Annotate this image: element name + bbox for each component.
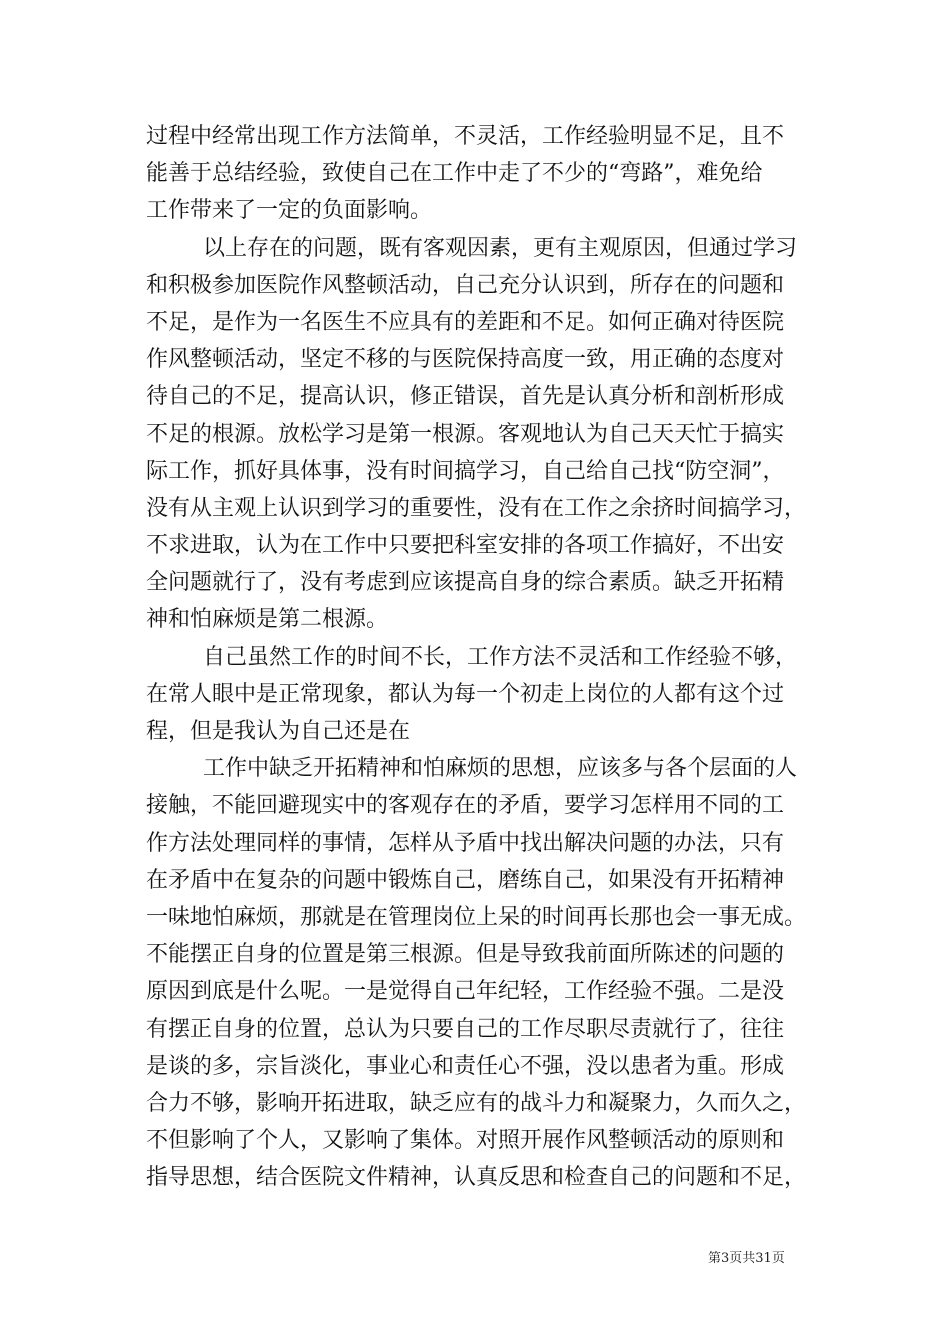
text-line: 不求进取，认为在工作中只要把科室安排的各项工作搞好，不出安 — [146, 533, 785, 559]
text-line: 作方法处理同样的事情，怎样从予盾中找出解决问题的办法，只有 — [146, 830, 785, 856]
text-line: 自己虽然工作的时间不长，工作方法不灵活和工作经验不够， — [203, 644, 798, 670]
text-line: 在矛盾中在复杂的问题中锻炼自己，磨练自己，如果没有开拓精神 — [146, 867, 785, 893]
text-line: 不足的根源。放松学习是第一根源。客观地认为自己天天忙于搞实 — [146, 421, 785, 447]
body-text — [146, 118, 822, 1196]
text-line: 指导思想，结合医院文件精神，认真反思和检查自己的问题和不足， — [146, 1165, 807, 1191]
text-line: 没有从主观上认识到学习的重要性，没有在工作之余挤时间搞学习， — [146, 495, 807, 521]
text-line: 是谈的多，宗旨淡化，事业心和责任心不强，没以患者为重。形成 — [146, 1053, 785, 1079]
page-number-footer: 第3页共31页 — [708, 1251, 785, 1266]
text-line: 工作中缺乏开拓精神和怕麻烦的思想，应该多与各个层面的人 — [203, 756, 798, 782]
text-line: 神和怕麻烦是第二根源。 — [146, 607, 389, 633]
text-line: 不但影响了个人，又影响了集体。对照开展作风整顿活动的原则和 — [146, 1128, 785, 1154]
text-line: 工作带来了一定的负面影响。 — [146, 198, 433, 224]
text-line: 际工作，抓好具体事，没有时间搞学习，自己给自己找“防空洞”， — [146, 458, 785, 484]
text-line: 程，但是我认为自己还是在 — [146, 719, 411, 744]
text-line: 一味地怕麻烦，那就是在管理岗位上呆的时间再长那也会一事无成。 — [146, 904, 807, 930]
text-line: 待自己的不足，提高认识，修正错误，首先是认真分析和剖析形成 — [146, 384, 785, 410]
text-line: 过程中经常出现工作方法简单，不灵活，工作经验明显不足，且不 — [146, 124, 785, 149]
text-line: 以上存在的问题，既有客观因素，更有主观原因，但通过学习 — [203, 235, 798, 261]
text-line: 在常人眼中是正常现象，都认为每一个初走上岗位的人都有这个过 — [146, 681, 785, 707]
text-line: 不足，是作为一名医生不应具有的差距和不足。如何正确对待医院 — [146, 309, 785, 335]
text-line: 作风整顿活动，坚定不移的与医院保持高度一致，用正确的态度对 — [146, 347, 785, 373]
text-line: 合力不够，影响开拓进取，缺乏应有的战斗力和凝聚力，久而久之， — [146, 1090, 807, 1116]
text-line: 全问题就行了，没有考虑到应该提高自身的综合素质。缺乏开拓精 — [146, 570, 785, 596]
text-line: 接触，不能回避现实中的客观存在的矛盾，要学习怎样用不同的工 — [146, 793, 785, 819]
text-line: 能善于总结经验，致使自己在工作中走了不少的“弯路”，难免给 — [146, 161, 763, 187]
text-line: 不能摆正自身的位置是第三根源。但是导致我前面所陈述的问题的 — [146, 942, 785, 968]
text-line: 有摆正自身的位置，总认为只要自己的工作尽职尽责就行了，往往 — [146, 1016, 785, 1042]
text-line: 原因到底是什么呢。一是觉得自己年纪轻，工作经验不强。二是没 — [146, 979, 785, 1005]
text-line: 和积极参加医院作风整顿活动，自己充分认识到，所存在的问题和 — [146, 272, 785, 298]
